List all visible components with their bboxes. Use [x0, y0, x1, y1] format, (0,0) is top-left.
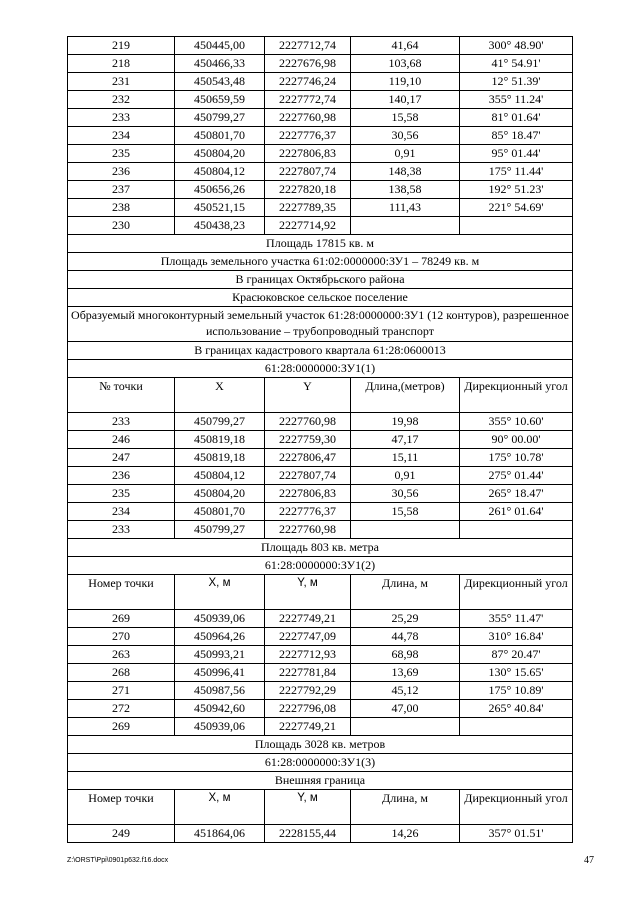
length-cell: 41,64: [351, 37, 460, 55]
x-coordinate-cell: 450996,41: [175, 664, 265, 682]
x-coordinate-cell: 450799,27: [175, 109, 265, 127]
point-number-cell: 232: [68, 91, 175, 109]
x-coordinate-cell: 450445,00: [175, 37, 265, 55]
table-row: [68, 610, 573, 628]
length-cell: 15,58: [351, 503, 460, 521]
footer-file-path: Z:\ORST\Ppi\0901p632.f16.docx: [67, 857, 169, 864]
table-row: [68, 145, 573, 163]
length-cell: 47,17: [351, 431, 460, 449]
coordinates-table-body: [68, 37, 573, 843]
y-coordinate-cell: 2227760,98: [265, 413, 351, 431]
column-header: Длина,(метров): [351, 378, 460, 413]
table-row: [68, 646, 573, 664]
length-cell: 44,78: [351, 628, 460, 646]
section-caption: В границах Октябрьского района: [68, 271, 573, 289]
length-cell: 103,68: [351, 55, 460, 73]
table-section-row: [68, 736, 573, 754]
x-coordinate-cell: 450939,06: [175, 610, 265, 628]
section-caption: Красюковское сельское поселение: [68, 289, 573, 307]
length-cell: [351, 718, 460, 736]
length-cell: 0,91: [351, 467, 460, 485]
length-cell: 30,56: [351, 127, 460, 145]
x-coordinate-cell: 450438,23: [175, 217, 265, 235]
bearing-angle-cell: 221° 54.69': [460, 199, 573, 217]
table-row: [68, 628, 573, 646]
column-header: Дирекционный угол: [460, 575, 573, 610]
table-section-row: [68, 557, 573, 575]
x-coordinate-cell: 450804,12: [175, 163, 265, 181]
point-number-cell: 263: [68, 646, 175, 664]
x-coordinate-cell: 450804,12: [175, 467, 265, 485]
table-row: [68, 199, 573, 217]
table-section-row: [68, 289, 573, 307]
point-number-cell: 237: [68, 181, 175, 199]
bearing-angle-cell: 355° 11.24': [460, 91, 573, 109]
section-caption: В границах кадастрового квартала 61:28:0600013: [68, 342, 573, 360]
table-section-row: [68, 772, 573, 790]
x-coordinate-cell: 450521,15: [175, 199, 265, 217]
length-cell: 47,00: [351, 700, 460, 718]
column-header: Y: [265, 378, 351, 413]
column-header: Дирекционный угол: [460, 790, 573, 825]
table-row: [68, 664, 573, 682]
y-coordinate-cell: 2227806,47: [265, 449, 351, 467]
column-header: Y, м: [265, 575, 351, 610]
point-number-cell: 271: [68, 682, 175, 700]
point-number-cell: 246: [68, 431, 175, 449]
section-caption: Площадь 17815 кв. м: [68, 235, 573, 253]
table-row: [68, 217, 573, 235]
section-caption: Площадь 803 кв. метра: [68, 539, 573, 557]
x-coordinate-cell: 450543,48: [175, 73, 265, 91]
table-row: [68, 109, 573, 127]
length-cell: 19,98: [351, 413, 460, 431]
point-number-cell: 268: [68, 664, 175, 682]
point-number-cell: 272: [68, 700, 175, 718]
table-row: [68, 413, 573, 431]
y-coordinate-cell: 2227776,37: [265, 503, 351, 521]
point-number-cell: 270: [68, 628, 175, 646]
x-coordinate-cell: 450804,20: [175, 145, 265, 163]
point-number-cell: 236: [68, 467, 175, 485]
length-cell: 140,17: [351, 91, 460, 109]
length-cell: 68,98: [351, 646, 460, 664]
point-number-cell: 233: [68, 521, 175, 539]
column-header: Длина, м: [351, 575, 460, 610]
bearing-angle-cell: 81° 01.64': [460, 109, 573, 127]
table-section-row: [68, 253, 573, 271]
bearing-angle-cell: 85° 18.47': [460, 127, 573, 145]
bearing-angle-cell: 175° 10.89': [460, 682, 573, 700]
table-row: [68, 73, 573, 91]
table-row: [68, 181, 573, 199]
point-number-cell: 233: [68, 413, 175, 431]
length-cell: 119,10: [351, 73, 460, 91]
length-cell: 138,58: [351, 181, 460, 199]
x-coordinate-cell: 450659,59: [175, 91, 265, 109]
section-caption: Площадь земельного участка 61:02:0000000:ЗУ1 – 78249 кв. м: [68, 253, 573, 271]
x-coordinate-cell: 450964,26: [175, 628, 265, 646]
bearing-angle-cell: [460, 217, 573, 235]
x-coordinate-cell: 450801,70: [175, 127, 265, 145]
bearing-angle-cell: 130° 15.65': [460, 664, 573, 682]
length-cell: 25,29: [351, 610, 460, 628]
table-row: [68, 37, 573, 55]
point-number-cell: 231: [68, 73, 175, 91]
section-caption: Внешняя граница: [68, 772, 573, 790]
table-row: [68, 718, 573, 736]
point-number-cell: 234: [68, 503, 175, 521]
x-coordinate-cell: 450804,20: [175, 485, 265, 503]
point-number-cell: 236: [68, 163, 175, 181]
x-coordinate-cell: 450993,21: [175, 646, 265, 664]
table-row: [68, 127, 573, 145]
bearing-angle-cell: 41° 54.91': [460, 55, 573, 73]
length-cell: 15,58: [351, 109, 460, 127]
point-number-cell: 235: [68, 145, 175, 163]
bearing-angle-cell: 95° 01.44': [460, 145, 573, 163]
bearing-angle-cell: 12° 51.39': [460, 73, 573, 91]
table-row: [68, 55, 573, 73]
column-header: Дирекционный угол: [460, 378, 573, 413]
table-row: [68, 485, 573, 503]
length-cell: [351, 521, 460, 539]
length-cell: 45,12: [351, 682, 460, 700]
x-coordinate-cell: 450656,26: [175, 181, 265, 199]
y-coordinate-cell: 2227714,92: [265, 217, 351, 235]
x-coordinate-cell: 450987,56: [175, 682, 265, 700]
y-coordinate-cell: 2227759,30: [265, 431, 351, 449]
table-row: [68, 521, 573, 539]
bearing-angle-cell: 300° 48.90': [460, 37, 573, 55]
bearing-angle-cell: [460, 718, 573, 736]
column-header: X: [175, 378, 265, 413]
y-coordinate-cell: 2227712,93: [265, 646, 351, 664]
table-row: [68, 449, 573, 467]
y-coordinate-cell: 2227807,74: [265, 163, 351, 181]
bearing-angle-cell: 87° 20.47': [460, 646, 573, 664]
section-caption: 61:28:0000000:ЗУ1(3): [68, 754, 573, 772]
point-number-cell: 269: [68, 718, 175, 736]
y-coordinate-cell: 2227746,24: [265, 73, 351, 91]
point-number-cell: 230: [68, 217, 175, 235]
length-cell: 30,56: [351, 485, 460, 503]
column-header: Y, м: [265, 790, 351, 825]
x-coordinate-cell: 450801,70: [175, 503, 265, 521]
x-coordinate-cell: 450939,06: [175, 718, 265, 736]
bearing-angle-cell: 355° 10.60': [460, 413, 573, 431]
point-number-cell: 235: [68, 485, 175, 503]
bearing-angle-cell: 355° 11.47': [460, 610, 573, 628]
bearing-angle-cell: 275° 01.44': [460, 467, 573, 485]
column-header: Номер точки: [68, 575, 175, 610]
x-coordinate-cell: 450819,18: [175, 431, 265, 449]
table-header-row: [68, 575, 573, 610]
length-cell: 0,91: [351, 145, 460, 163]
column-header: X, м: [175, 790, 265, 825]
table-section-row: [68, 235, 573, 253]
point-number-cell: 249: [68, 825, 175, 843]
section-caption: 61:28:0000000:ЗУ1(2): [68, 557, 573, 575]
bearing-angle-cell: 310° 16.84': [460, 628, 573, 646]
y-coordinate-cell: 2227807,74: [265, 467, 351, 485]
table-header-row: [68, 378, 573, 413]
point-number-cell: 233: [68, 109, 175, 127]
y-coordinate-cell: 2227806,83: [265, 145, 351, 163]
table-row: [68, 431, 573, 449]
point-number-cell: 247: [68, 449, 175, 467]
table-section-row: [68, 754, 573, 772]
bearing-angle-cell: 265° 40.84': [460, 700, 573, 718]
y-coordinate-cell: 2227760,98: [265, 109, 351, 127]
point-number-cell: 269: [68, 610, 175, 628]
y-coordinate-cell: 2227676,98: [265, 55, 351, 73]
table-header-row: [68, 790, 573, 825]
point-number-cell: 218: [68, 55, 175, 73]
length-cell: 148,38: [351, 163, 460, 181]
bearing-angle-cell: 357° 01.51': [460, 825, 573, 843]
section-caption: Площадь 3028 кв. метров: [68, 736, 573, 754]
length-cell: 13,69: [351, 664, 460, 682]
length-cell: 14,26: [351, 825, 460, 843]
point-number-cell: 234: [68, 127, 175, 145]
table-section-row: [68, 271, 573, 289]
y-coordinate-cell: 2227792,29: [265, 682, 351, 700]
table-row: [68, 467, 573, 485]
table-section-row: [68, 342, 573, 360]
table-section-row: [68, 360, 573, 378]
x-coordinate-cell: 450819,18: [175, 449, 265, 467]
length-cell: 15,11: [351, 449, 460, 467]
column-header: X, м: [175, 575, 265, 610]
x-coordinate-cell: 450799,27: [175, 413, 265, 431]
table-row: [68, 163, 573, 181]
y-coordinate-cell: 2227806,83: [265, 485, 351, 503]
x-coordinate-cell: 450466,33: [175, 55, 265, 73]
page-number: 47: [584, 855, 594, 866]
x-coordinate-cell: 450942,60: [175, 700, 265, 718]
table-row: [68, 700, 573, 718]
y-coordinate-cell: 2227781,84: [265, 664, 351, 682]
bearing-angle-cell: 90° 00.00': [460, 431, 573, 449]
y-coordinate-cell: 2227789,35: [265, 199, 351, 217]
table-row: [68, 825, 573, 843]
y-coordinate-cell: 2227749,21: [265, 718, 351, 736]
table-row: [68, 91, 573, 109]
bearing-angle-cell: 175° 10.78': [460, 449, 573, 467]
bearing-angle-cell: 175° 11.44': [460, 163, 573, 181]
x-coordinate-cell: 451864,06: [175, 825, 265, 843]
bearing-angle-cell: 261° 01.64': [460, 503, 573, 521]
column-header: № точки: [68, 378, 175, 413]
point-number-cell: 219: [68, 37, 175, 55]
table-row: [68, 503, 573, 521]
bearing-angle-cell: 265° 18.47': [460, 485, 573, 503]
section-caption: 61:28:0000000:ЗУ1(1): [68, 360, 573, 378]
y-coordinate-cell: 2227760,98: [265, 521, 351, 539]
y-coordinate-cell: 2227749,21: [265, 610, 351, 628]
column-header: Номер точки: [68, 790, 175, 825]
length-cell: [351, 217, 460, 235]
table-row: [68, 682, 573, 700]
y-coordinate-cell: 2227820,18: [265, 181, 351, 199]
y-coordinate-cell: 2228155,44: [265, 825, 351, 843]
table-section-row: [68, 539, 573, 557]
bearing-angle-cell: 192° 51.23': [460, 181, 573, 199]
table-section-row: [68, 307, 573, 342]
length-cell: 111,43: [351, 199, 460, 217]
y-coordinate-cell: 2227772,74: [265, 91, 351, 109]
bearing-angle-cell: [460, 521, 573, 539]
y-coordinate-cell: 2227796,08: [265, 700, 351, 718]
point-number-cell: 238: [68, 199, 175, 217]
y-coordinate-cell: 2227747,09: [265, 628, 351, 646]
x-coordinate-cell: 450799,27: [175, 521, 265, 539]
y-coordinate-cell: 2227776,37: [265, 127, 351, 145]
column-header: Длина, м: [351, 790, 460, 825]
coordinates-table: [67, 36, 573, 843]
section-caption: Образуемый многоконтурный земельный участок 61:28:0000000:ЗУ1 (12 контуров), разрешенное использование – трубопроводный транспорт: [68, 307, 573, 342]
y-coordinate-cell: 2227712,74: [265, 37, 351, 55]
